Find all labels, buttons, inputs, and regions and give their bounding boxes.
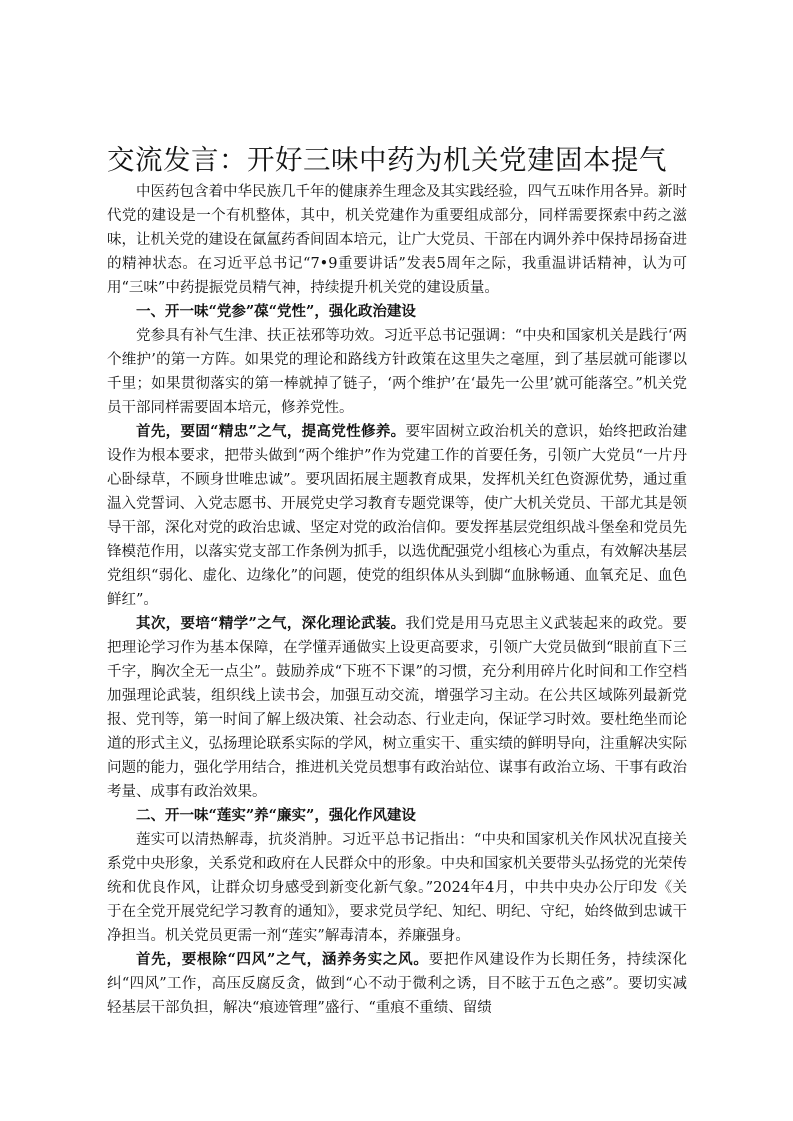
section-1-paragraph-1 (107, 420, 687, 612)
section-1-paragraph-2 (107, 612, 687, 804)
section-1-heading: 一、开一味“党参”葆“党性”，强化政治建设 (136, 303, 416, 320)
section-2-body: 莲实可以清热解毒，抗炎消肿。习近平总书记指出：“中央和国家机关作风状况直接关系党中央形象，关系党和政府在人民群众中的形象。中央和国家机关要带头弘扬党的光荣传统和优良作风，让群众切身感受到新变化新气象。”2024年4月，中共中央办公厅印发《关于在全党开展党纪学习教育的通知》，要求党员学纪、知纪、明纪、守纪，始终做到忠诚干净担当。机关党员更需一剂“莲实”解毒清本，养廉强身。 (107, 832, 687, 944)
section-1-paragraph-1-lead: 首先，要固“精忠”之气，提高党性修养。 (136, 423, 406, 440)
section-1-body: 党参具有补气生津、扶正祛邪等功效。习近平总书记强调：“中央和国家机关是践行‘两个维护’的第一方阵。如果党的理论和路线方针政策在这里失之毫厘，到了基层就可能谬以千里；如果贯彻落实的第一棒就掉了链子，‘两个维护’在‘最先一公里’就可能落空。”机关党员干部同样需要固本培元，修养党性。 (107, 328, 687, 416)
section-2-paragraph-1-text: 要把作风建设作为长期任务，持续深化纠“四风”工作，高压反腐反贪，做到“心不动于微利之诱，目不眩于五色之惑”。要切实减轻基层干部负担，解决“痕迹管理”盛行、“重痕不重绩、留绩 (107, 952, 687, 1016)
section-1-paragraph-2-text: 我们党是用马克思主义武装起来的政党。要把理论学习作为基本保障，在学懂弄通做实上设更高要求，引领广大党员做到“眼前直下三千字，胸次全无一点尘”。鼓励养成“下班不下课”的习惯，充分利用碎片化时间和工作空档加强理论武装，组织线上读书会，加强互动交流，增强学习主动。在公共区域陈列最新党报、党刊等，第一时间了解上级决策、社会动态、行业走向，保证学习时效。要杜绝坐而论道的形式主义，弘扬理论联系实际的学风，树立重实干、重实绩的鲜明导向，注重解决实际问题的能力，强化学用结合，推进机关党员想事有政治站位、谋事有政治立场、干事有政治考量、成事有政治效果。 (107, 616, 688, 800)
section-1-paragraph-1-text: 要牢固树立政治机关的意识，始终把政治建设作为根本要求，把带头做到“两个维护”作为党建工作的首要任务，引领广大党员“一片丹心卧绿草，不顾身世唯忠诚”。要巩固拓展主题教育成果，发挥机关红色资源优势，通过重温入党誓词、入党志愿书、开展党史学习教育专题党课等，使广大机关党员、干部尤其是领导干部，深化对党的政治忠诚、坚定对党的政治信仰。要发挥基层党组织战斗堡垒和党员先锋模范作用，以落实党支部工作条例为抓手，以选优配强党小组核心为重点，有效解决基层党组织“弱化、虚化、边缘化”的问题，使党的组织体从头到脚“血脉畅通、血氧充足、血色鲜红”。 (107, 424, 688, 608)
section-2-paragraph-1 (107, 948, 687, 1020)
document-page (107, 142, 687, 1020)
section-1-paragraph-2-lead: 其次，要培“精学”之气，深化理论武装。 (136, 615, 406, 632)
section-2-heading: 二、开一味“莲实”养“廉实”，强化作风建设 (136, 807, 416, 824)
intro-paragraph: 中医药包含着中华民族几千年的健康养生理念及其实践经验，四气五味作用各异。新时代党的建设是一个有机整体，其中，机关党建作为重要组成部分，同样需要探索中药之滋味，让机关党的建设在氤氲药香间固本培元，让广大党员、干部在内调外养中保持昂扬奋进的精神状态。在习近平总书记“7•9重要讲话”发表5周年之际，我重温讲话精神，认为可用“三味”中药提振党员精气神，持续提升机关党的建设质量。 (107, 184, 687, 296)
document-title: 交流发言：开好三味中药为机关党建固本提气 (107, 144, 667, 176)
section-2-paragraph-1-lead: 首先，要根除“四风”之气，涵养务实之风。 (136, 951, 429, 968)
